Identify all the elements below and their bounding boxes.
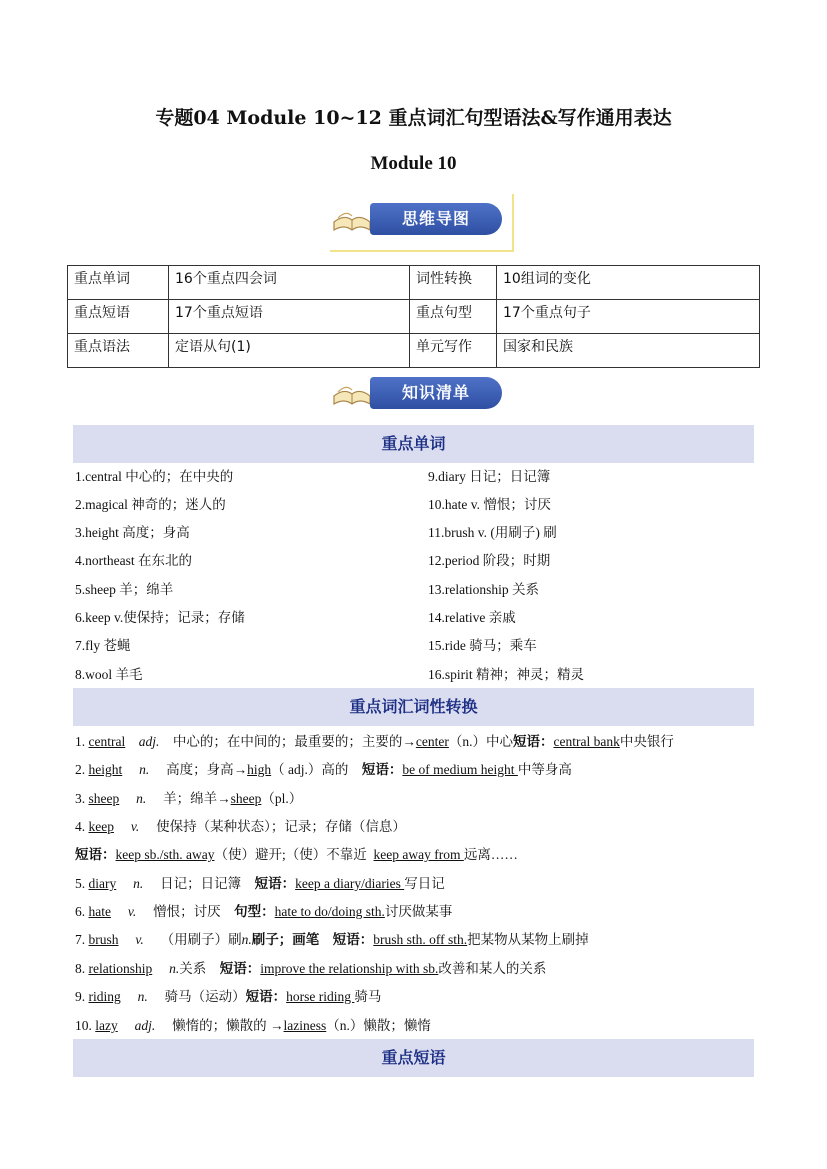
mindmap-banner bbox=[330, 196, 514, 242]
table-cell: 词性转换 bbox=[410, 266, 497, 300]
list-item: 6.keep v.使保持；记录；存储 bbox=[75, 610, 245, 625]
conversion-line: 7. brush v. （用刷子）刷n.刷子；画笔 短语：brush sth. off sth.把某物从某物上刷掉 bbox=[75, 932, 589, 948]
table-cell: 重点语法 bbox=[68, 334, 169, 368]
mindmap-label: 思维导图 bbox=[370, 203, 502, 235]
list-item: 1.central 中心的；在中央的 bbox=[75, 469, 234, 484]
conversion-line: 10. lazy adj. 懒惰的；懒散的 →laziness（n.）懒散；懒惰 bbox=[75, 1018, 431, 1033]
section-heading-words: 重点单词 bbox=[73, 425, 754, 463]
knowledge-banner bbox=[330, 370, 514, 416]
list-item: 7.fly 苍蝇 bbox=[75, 638, 131, 653]
conversion-line: 8. relationship n.关系 短语：improve the relationship with sb.改善和某人的关系 bbox=[75, 961, 547, 977]
table-cell: 单元写作 bbox=[410, 334, 497, 368]
table-cell: 17个重点句子 bbox=[497, 300, 760, 334]
list-item: 14.relative 亲戚 bbox=[428, 610, 516, 625]
table-cell: 10组词的变化 bbox=[497, 266, 760, 300]
book-icon bbox=[330, 374, 374, 410]
list-item: 9.diary 日记；日记簿 bbox=[428, 469, 551, 484]
list-item: 2.magical 神奇的；迷人的 bbox=[75, 497, 226, 512]
table-row bbox=[68, 334, 760, 368]
section-heading-conversion: 重点词汇词性转换 bbox=[73, 688, 754, 726]
conversion-line: 短语：keep sb./sth. away（使）避开;（使）不靠近 keep away from 远离…… bbox=[75, 847, 518, 863]
section-heading-phrases: 重点短语 bbox=[73, 1039, 754, 1077]
table-cell: 16个重点四会词 bbox=[169, 266, 410, 300]
list-item: 8.wool 羊毛 bbox=[75, 667, 143, 682]
table-cell: 重点单词 bbox=[68, 266, 169, 300]
summary-table bbox=[67, 265, 760, 368]
table-cell: 17个重点短语 bbox=[169, 300, 410, 334]
conversion-line: 6. hate v. 憎恨；讨厌 句型：hate to do/doing sth.讨厌做某事 bbox=[75, 904, 453, 920]
list-item: 3.height 高度；身高 bbox=[75, 525, 190, 540]
book-icon bbox=[330, 200, 374, 236]
list-item: 5.sheep 羊；绵羊 bbox=[75, 582, 174, 597]
conversion-line: 2. height n. 高度；身高→high（ adj.）高的 短语：be of medium height 中等身高 bbox=[75, 762, 572, 778]
conversion-line: 1. central adj. 中心的；在中间的；最重要的；主要的→center（n.）中心短语：central bank中央银行 bbox=[75, 734, 674, 750]
module-heading: Module 10 bbox=[370, 153, 457, 174]
table-cell: 国家和民族 bbox=[497, 334, 760, 368]
conversion-line: 5. diary n. 日记；日记簿 短语：keep a diary/diaries 写日记 bbox=[75, 876, 445, 892]
list-item: 10.hate v. 憎恨；讨厌 bbox=[428, 497, 551, 512]
conversion-line: 4. keep v. 使保持（某种状态）；记录；存储（信息） bbox=[75, 819, 406, 834]
table-cell: 重点短语 bbox=[68, 300, 169, 334]
table-cell: 定语从句(1) bbox=[169, 334, 410, 368]
conversion-line: 9. riding n. 骑马（运动）短语：horse riding 骑马 bbox=[75, 989, 382, 1005]
knowledge-label: 知识清单 bbox=[370, 377, 502, 409]
list-item: 12.period 阶段；时期 bbox=[428, 553, 551, 568]
table-row bbox=[68, 266, 760, 300]
list-item: 13.relationship 关系 bbox=[428, 582, 539, 597]
table-row bbox=[68, 300, 760, 334]
conversion-line: 3. sheep n. 羊；绵羊→sheep（pl.） bbox=[75, 791, 303, 806]
page-title: 专题04 Module 10~12 重点词汇句型语法&写作通用表达 bbox=[155, 107, 672, 129]
list-item: 4.northeast 在东北的 bbox=[75, 553, 192, 568]
list-item: 11.brush v. (用刷子) 刷 bbox=[428, 525, 557, 540]
list-item: 15.ride 骑马；乘车 bbox=[428, 638, 537, 653]
list-item: 16.spirit 精神；神灵；精灵 bbox=[428, 667, 585, 682]
table-cell: 重点句型 bbox=[410, 300, 497, 334]
